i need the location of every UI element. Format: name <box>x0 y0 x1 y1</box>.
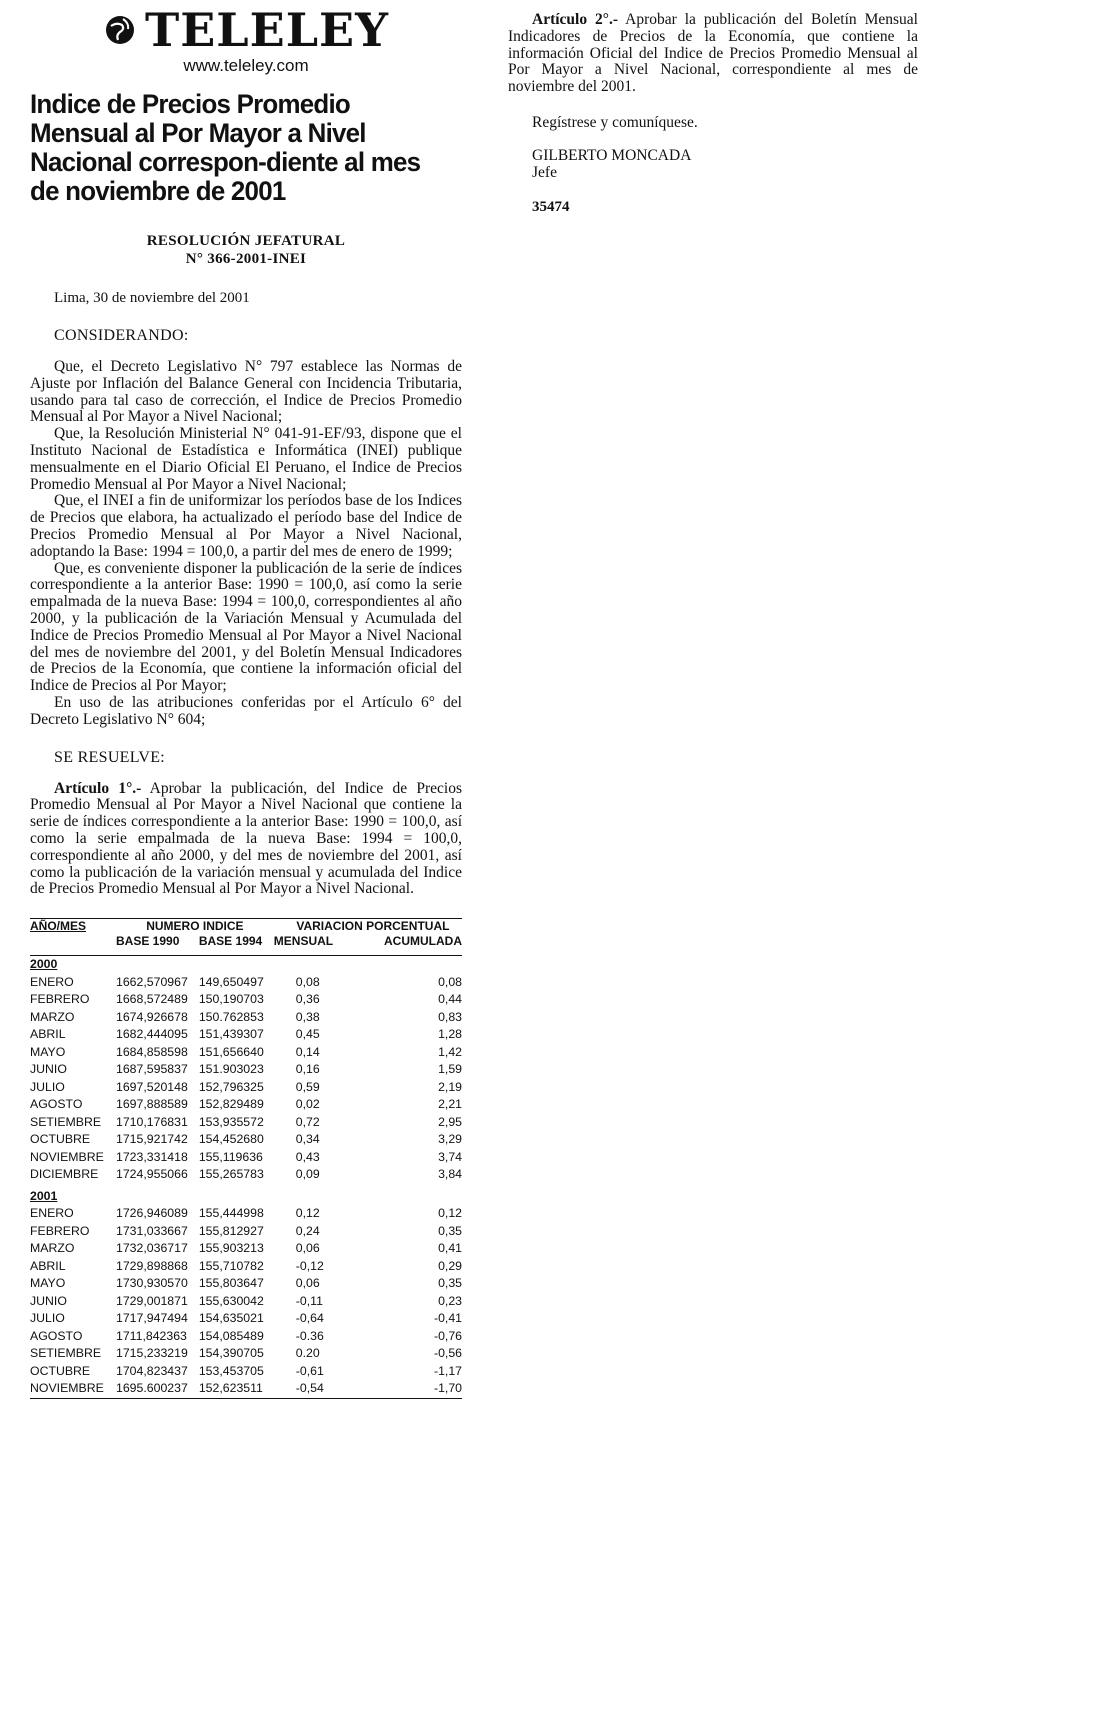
col-header-base1990: BASE 1990 <box>116 934 180 949</box>
acumulada-cell: 0,41 <box>438 1241 462 1256</box>
base1990-cell: 1682,444095 <box>116 1027 188 1042</box>
mensual-cell: 0,12 <box>295 1206 320 1221</box>
month-cell: ENERO <box>30 1206 74 1221</box>
month-cell: NOVIEMBRE <box>30 1381 104 1396</box>
dateline: Lima, 30 de noviembre del 2001 <box>54 290 250 306</box>
base1990-cell: 1668,572489 <box>116 992 188 1007</box>
acumulada-cell: 0,83 <box>438 1009 462 1024</box>
mensual-cell: 0,06 <box>295 1276 320 1291</box>
base1994-cell: 154,635021 <box>198 1311 264 1326</box>
mensual-cell: -0,64 <box>295 1311 324 1326</box>
base1990-cell: 1717,947494 <box>116 1311 188 1326</box>
base1994-cell: 154,452680 <box>198 1132 264 1147</box>
price-index-table <box>30 918 462 1403</box>
publication-code: 35474 <box>532 198 570 215</box>
base1990-cell: 1684,858598 <box>116 1044 188 1059</box>
table-row <box>30 1044 462 1062</box>
month-cell: ABRIL <box>30 1027 66 1042</box>
mensual-cell: -0.36 <box>295 1328 324 1343</box>
base1994-cell: 150,190703 <box>198 992 264 1007</box>
base1994-cell: 152,829489 <box>198 1097 264 1112</box>
mensual-cell: 0,34 <box>295 1132 320 1147</box>
table-row <box>30 1079 462 1097</box>
table-row <box>30 1275 462 1293</box>
base1990-cell: 1723,331418 <box>116 1149 188 1164</box>
articulo-1-label: Artículo 1°.- <box>54 779 142 797</box>
table-row <box>30 974 462 992</box>
month-cell: DICIEMBRE <box>30 1167 99 1182</box>
mensual-cell: 0,02 <box>295 1097 320 1112</box>
signer-name: GILBERTO MONCADA <box>532 146 692 164</box>
base1990-cell: 1732,036717 <box>116 1241 188 1256</box>
acumulada-cell: -0,41 <box>433 1311 462 1326</box>
mensual-cell: -0,11 <box>295 1293 323 1308</box>
left-column <box>30 3 462 1403</box>
month-cell: MAYO <box>30 1044 66 1059</box>
base1994-cell: 152,623511 <box>198 1381 263 1396</box>
table-row <box>30 1310 462 1328</box>
year-row <box>30 1188 462 1206</box>
masthead <box>30 3 462 76</box>
mensual-cell: 0,36 <box>295 992 320 1007</box>
mensual-cell: 0,24 <box>295 1223 320 1238</box>
acumulada-cell: 0,12 <box>438 1206 462 1221</box>
website-url[interactable]: www.teleley.com <box>183 56 309 75</box>
base1994-cell: 154,390705 <box>198 1346 264 1361</box>
mensual-cell: 0,72 <box>295 1114 320 1129</box>
se-resuelve-label: SE RESUELVE: <box>54 748 166 766</box>
table-row <box>30 991 462 1009</box>
month-cell: ABRIL <box>30 1258 66 1273</box>
month-cell: OCTUBRE <box>30 1132 91 1147</box>
mensual-cell: 0,59 <box>295 1079 320 1094</box>
considerando-paragraph: Que, es conveniente disponer la publicación de la serie de índices correspondiente a la anterior Base: 1990 = 100,0, así como la serie empalmada de la nueva Base: 1994 = 100,0, correspondientes al año 2000, y la publicación de la Variación Mensual y Acumulada del Indice de Precios Promedio Mensual al Por Mayor a Nivel Nacional del mes de noviembre del 2001, y del Boletín Mensual Indicadores de Precios de la Economía, que contiene la información oficial del Indice de Precios al Por Mayor; <box>30 559 462 695</box>
acumulada-cell: -1,17 <box>433 1363 462 1378</box>
mensual-cell: 0,06 <box>295 1241 320 1256</box>
resolution-title: RESOLUCIÓN JEFATURAL <box>146 233 346 249</box>
base1990-cell: 1715,921742 <box>116 1132 188 1147</box>
col-header-acumulada: ACUMULADA <box>384 934 462 949</box>
col-header-anomes: AÑO/MES <box>30 919 87 934</box>
month-cell: FEBRERO <box>30 1223 90 1238</box>
table-row <box>30 1131 462 1149</box>
table-row <box>30 1026 462 1044</box>
month-cell: JULIO <box>30 1311 65 1326</box>
base1990-cell: 1687,595837 <box>116 1062 188 1077</box>
month-cell: MARZO <box>30 1241 75 1256</box>
base1994-cell: 155,812927 <box>198 1223 264 1238</box>
resolution-number: N° 366-2001-INEI <box>185 251 307 267</box>
acumulada-cell: 3,29 <box>438 1132 462 1147</box>
base1994-cell: 154,085489 <box>198 1328 264 1343</box>
base1990-cell: 1697,520148 <box>116 1079 188 1094</box>
acumulada-cell: 0,29 <box>438 1258 462 1273</box>
base1994-cell: 155,630042 <box>198 1293 264 1308</box>
col-header-variacion: VARIACION PORCENTUAL <box>296 919 450 934</box>
acumulada-cell: 2,19 <box>438 1079 462 1094</box>
table-row <box>30 1166 462 1184</box>
brand-logo <box>30 3 462 57</box>
acumulada-cell: 0,44 <box>438 992 462 1007</box>
base1990-cell: 1704,823437 <box>116 1363 188 1378</box>
base1990-cell: 1730,930570 <box>116 1276 188 1291</box>
base1994-cell: 155,444998 <box>198 1206 264 1221</box>
mensual-cell: 0,09 <box>295 1167 320 1182</box>
acumulada-cell: 1,42 <box>438 1044 462 1059</box>
base1990-cell: 1710,176831 <box>116 1114 188 1129</box>
base1994-cell: 155,265783 <box>198 1167 264 1182</box>
considerando-label: CONSIDERANDO: <box>54 327 189 344</box>
considerando-paragraph: Que, el INEI a fin de uniformizar los períodos base de los Indices de Precios que elabora, ha actualizado el período base del Indice de Precios Promedio Mensual al Por Mayor a Nivel Nacional, adoptando la Base: 1994 = 100,0, a partir del mes de enero de 1999; <box>30 492 462 560</box>
month-cell: MAYO <box>30 1276 66 1291</box>
considerando-paragraph: Que, el Decreto Legislativo N° 797 establece las Normas de Ajuste por Inflación del Balance General con Incidencia Tributaria, usando para tal caso de corrección, el Indice de Precios Promedio Mensual al Por Mayor a Nivel Nacional; <box>30 358 462 426</box>
articulo-1-text: Aprobar la publicación, del Indice de Precios Promedio Mensual al Por Mayor a Nivel Nacional que contiene la serie de índices correspondiente a la anterior Base: 1990 = 100,0, así como la serie empalmada de la nueva Base: 1994 = 100,0, correspondiente al año 2000, y del mes de noviembre del 2001, así como la publicación de la variación mensual y acumulada del Indice de Precios Promedio Mensual al Por Mayor a Nivel Nacional. <box>30 779 462 898</box>
table-row <box>30 1149 462 1167</box>
year-row <box>30 956 462 974</box>
base1990-cell: 1695.600237 <box>116 1381 188 1396</box>
base1990-cell: 1724,955066 <box>116 1167 188 1182</box>
mensual-cell: -0,61 <box>295 1363 324 1378</box>
mensual-cell: 0.20 <box>295 1346 320 1361</box>
base1994-cell: 149,650497 <box>198 974 264 989</box>
table-row <box>30 1205 462 1223</box>
base1990-cell: 1662,570967 <box>116 974 188 989</box>
articulo-2-text: Aprobar la publicación del Boletín Mensual Indicadores de Precios de la Economía, que contiene la información Oficial del Indice de Precios Promedio Mensual al Por Mayor a Nivel Nacional, correspondiente al mes de noviembre del 2001. <box>508 11 918 96</box>
mensual-cell: 0,16 <box>295 1062 320 1077</box>
col-header-mensual: MENSUAL <box>273 934 334 949</box>
signer-title: Jefe <box>532 163 557 181</box>
table-row <box>30 1328 462 1346</box>
base1994-cell: 155,903213 <box>198 1241 264 1256</box>
month-cell: SETIEMBRE <box>30 1114 102 1129</box>
month-cell: SETIEMBRE <box>30 1346 102 1361</box>
base1994-cell: 151,439307 <box>198 1027 264 1042</box>
table-row <box>30 1363 462 1381</box>
acumulada-cell: -0,76 <box>433 1328 462 1343</box>
acumulada-cell: 0,35 <box>438 1223 462 1238</box>
month-cell: MARZO <box>30 1009 75 1024</box>
mensual-cell: 0,14 <box>295 1044 320 1059</box>
month-cell: JUNIO <box>30 1293 67 1308</box>
col-header-base1994: BASE 1994 <box>198 934 263 949</box>
base1990-cell: 1729,898868 <box>116 1258 188 1273</box>
month-cell: AGOSTO <box>30 1328 83 1343</box>
month-cell: OCTUBRE <box>30 1363 91 1378</box>
acumulada-cell: 3,84 <box>438 1167 462 1182</box>
table-row <box>30 1293 462 1311</box>
table-row <box>30 1258 462 1276</box>
base1994-cell: 153,453705 <box>198 1363 264 1378</box>
table-row <box>30 1240 462 1258</box>
month-cell: ENERO <box>30 974 74 989</box>
acumulada-cell: 0,08 <box>438 974 462 989</box>
base1994-cell: 151.903023 <box>198 1062 264 1077</box>
acumulada-cell: 0,23 <box>438 1293 462 1308</box>
table-row <box>30 1380 462 1398</box>
month-cell: JULIO <box>30 1079 65 1094</box>
acumulada-cell: -0,56 <box>433 1346 462 1361</box>
headline: Indice de Precios Promedio Mensual al Por Mayor a Nivel Nacional correspon-diente al mes de noviembre de 2001 <box>30 89 421 206</box>
mensual-cell: 0,45 <box>295 1027 320 1042</box>
base1990-cell: 1674,926678 <box>116 1009 188 1024</box>
table-row <box>30 1009 462 1027</box>
table-row <box>30 1223 462 1241</box>
globe-icon <box>103 13 137 47</box>
base1994-cell: 152,796325 <box>198 1079 264 1094</box>
acumulada-cell: 1,59 <box>438 1062 462 1077</box>
table-row <box>30 1061 462 1079</box>
year-label: 2000 <box>30 957 58 972</box>
right-column <box>508 12 918 216</box>
acumulada-cell: -1,70 <box>433 1381 462 1396</box>
base1994-cell: 151,656640 <box>198 1044 264 1059</box>
month-cell: NOVIEMBRE <box>30 1149 104 1164</box>
base1990-cell: 1729,001871 <box>116 1293 188 1308</box>
considerando-paragraph: En uso de las atribuciones conferidas por el Artículo 6° del Decreto Legislativo N° 604; <box>30 693 462 728</box>
table-body <box>30 956 462 1399</box>
acumulada-cell: 3,74 <box>438 1149 462 1164</box>
base1990-cell: 1697,888589 <box>116 1097 188 1112</box>
base1994-cell: 155,119636 <box>198 1149 263 1164</box>
brand-name: TELELEY <box>145 3 389 57</box>
resolution-heading <box>30 232 462 268</box>
articulo-1 <box>30 781 462 899</box>
articulo-2 <box>508 12 918 96</box>
base1990-cell: 1726,946089 <box>116 1206 188 1221</box>
month-cell: AGOSTO <box>30 1097 83 1112</box>
acumulada-cell: 0,35 <box>438 1276 462 1291</box>
base1990-cell: 1711,842363 <box>116 1328 187 1343</box>
base1990-cell: 1731,033667 <box>116 1223 188 1238</box>
considerandos <box>30 359 462 729</box>
articulo-2-label: Artículo 2°.- <box>532 11 619 28</box>
base1994-cell: 150.762853 <box>198 1009 264 1024</box>
month-cell: JUNIO <box>30 1062 67 1077</box>
month-cell: FEBRERO <box>30 992 90 1007</box>
mensual-cell: 0,43 <box>295 1149 320 1164</box>
mensual-cell: 0,08 <box>295 974 320 989</box>
mensual-cell: 0,38 <box>295 1009 320 1024</box>
acumulada-cell: 1,28 <box>438 1027 462 1042</box>
acumulada-cell: 2,21 <box>438 1097 462 1112</box>
mensual-cell: -0,12 <box>295 1258 324 1273</box>
table-row <box>30 1345 462 1363</box>
table-row <box>30 1114 462 1132</box>
col-header-numero-indice: NUMERO INDICE <box>146 919 244 934</box>
base1994-cell: 153,935572 <box>198 1114 264 1129</box>
base1994-cell: 155,710782 <box>198 1258 264 1273</box>
considerando-paragraph: Que, la Resolución Ministerial N° 041-91-EF/93, dispone que el Instituto Nacional de Estadística e Informática (INEI) publique mensualmente en el Diario Oficial El Peruano, el Indice de Precios Promedio Mensual al Por Mayor a Nivel Nacional; <box>30 425 462 493</box>
mensual-cell: -0,54 <box>295 1381 324 1396</box>
table-row <box>30 1096 462 1114</box>
acumulada-cell: 2,95 <box>438 1114 462 1129</box>
year-label: 2001 <box>30 1188 58 1203</box>
base1994-cell: 155,803647 <box>198 1276 264 1291</box>
closing-formula: Regístrese y comuníquese. <box>532 113 698 131</box>
base1990-cell: 1715,233219 <box>116 1346 188 1361</box>
